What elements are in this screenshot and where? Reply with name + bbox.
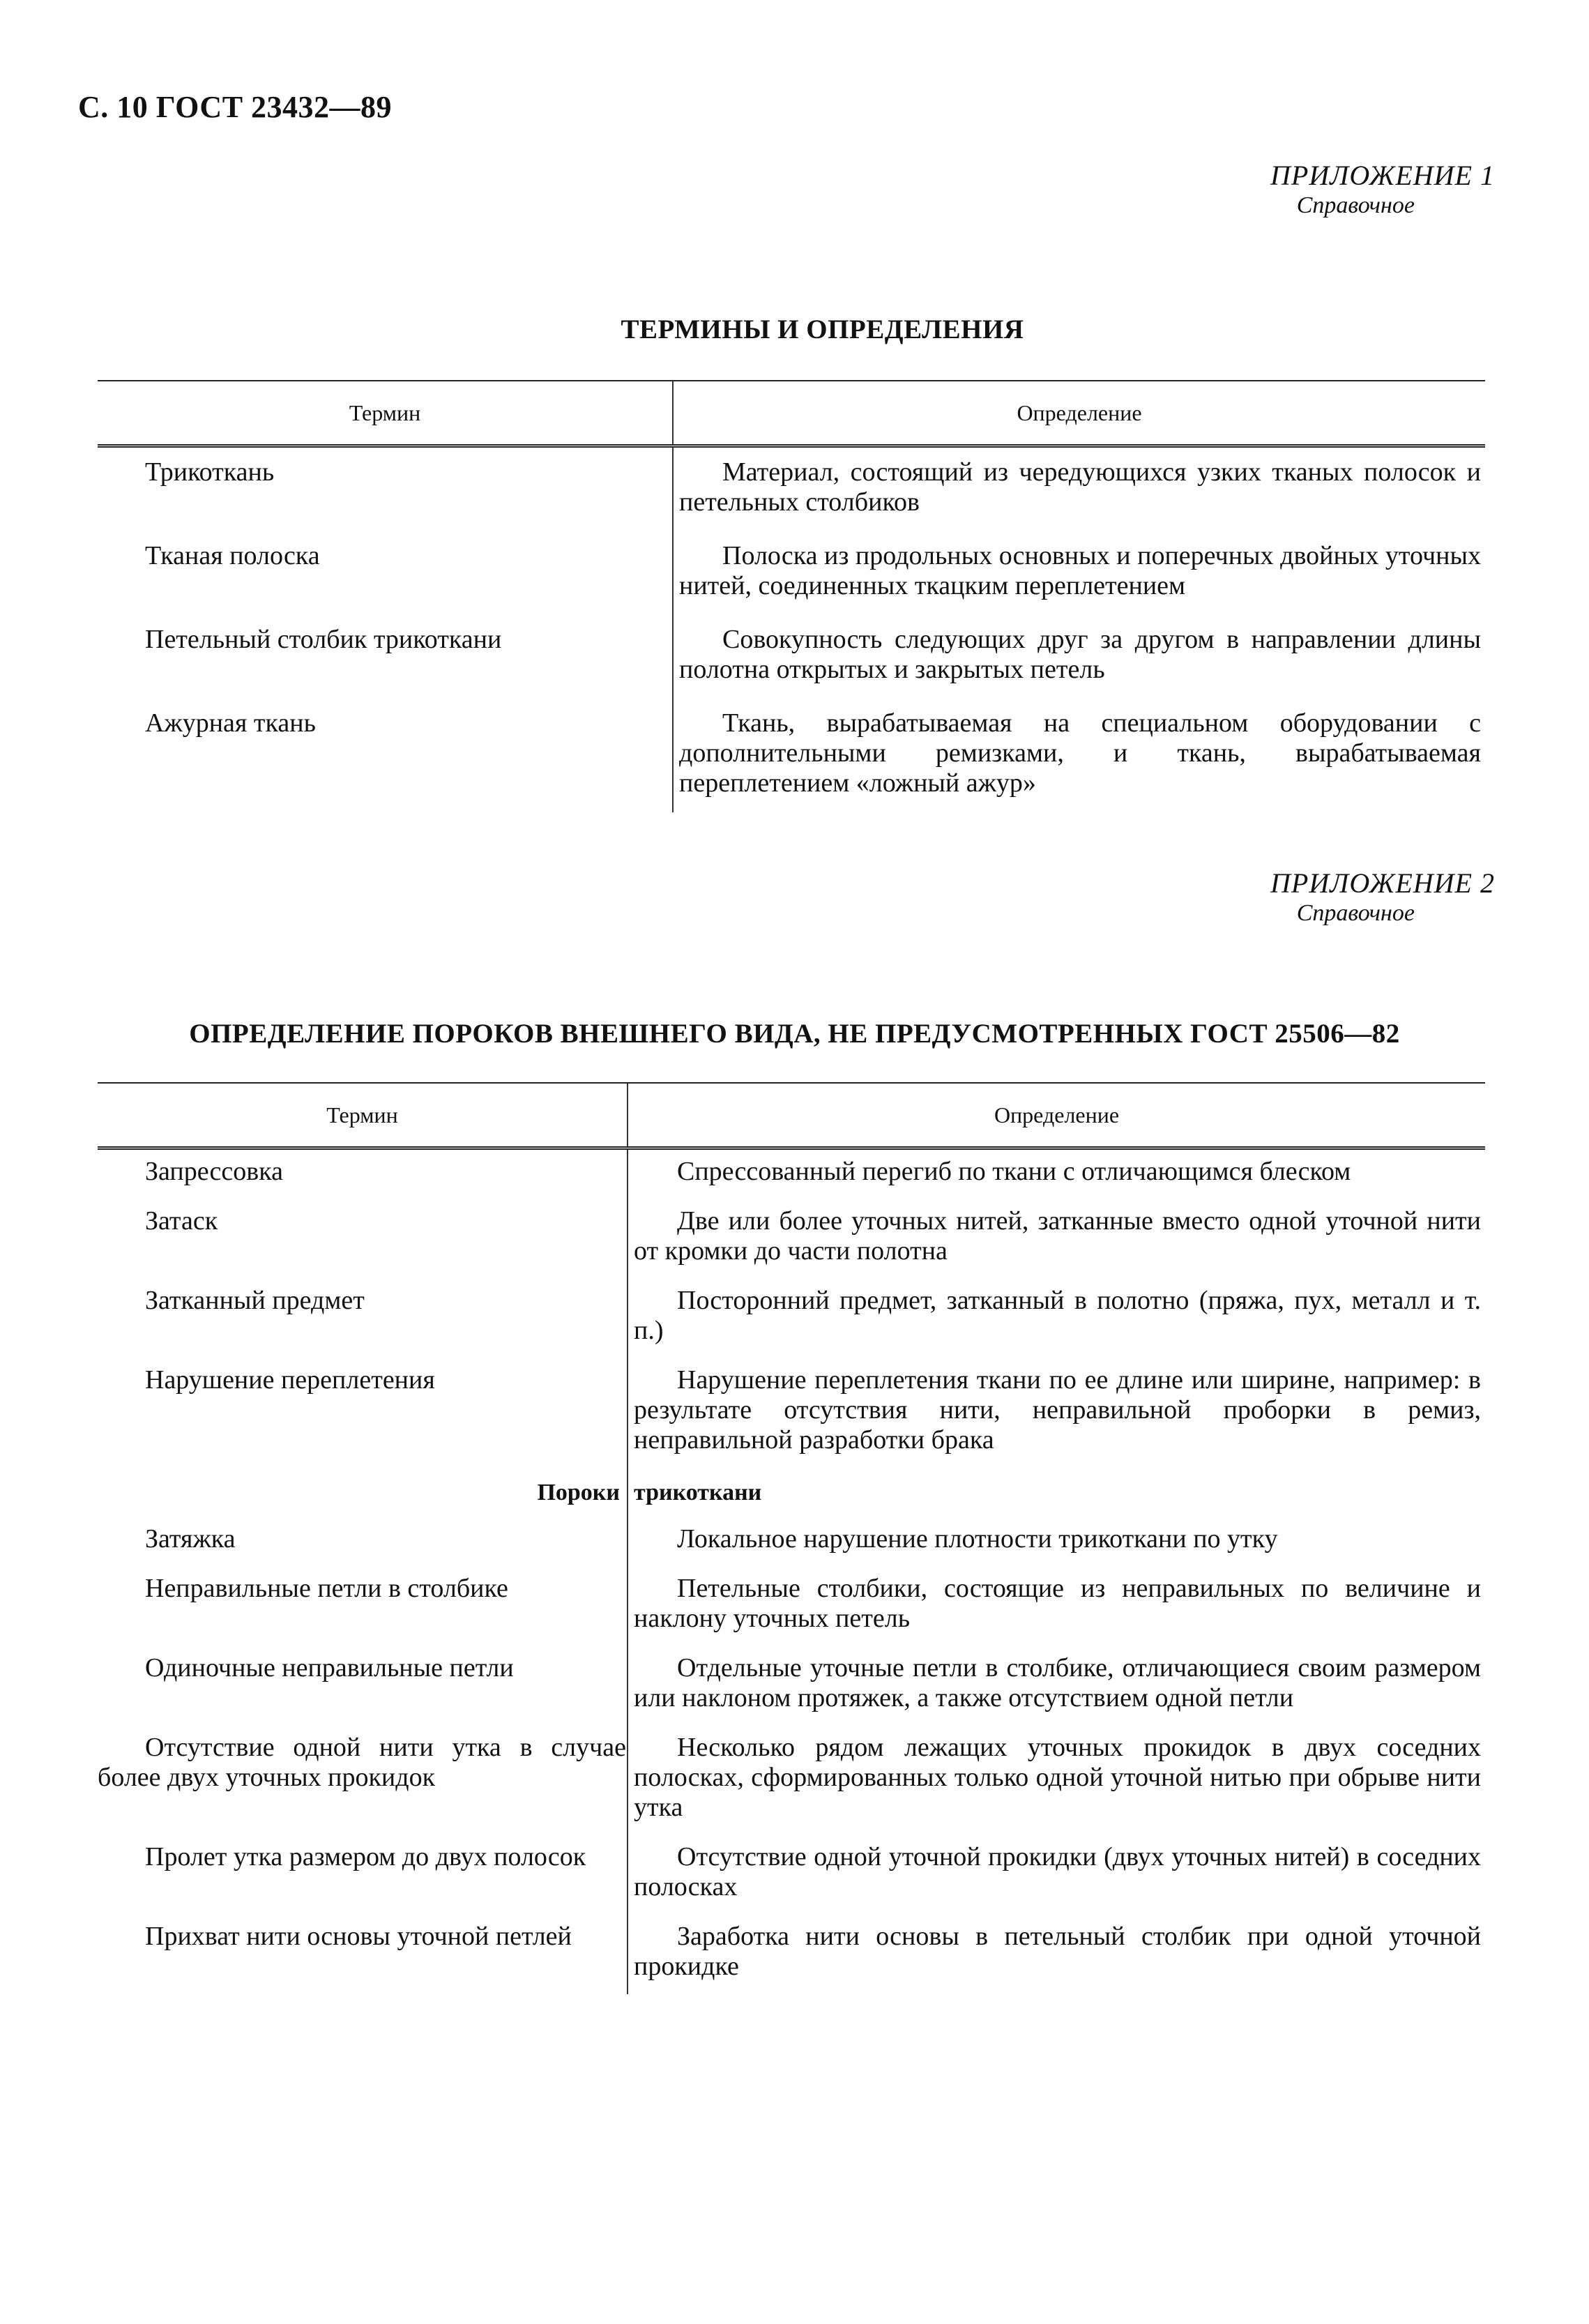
- definition-cell: Ткань, вырабатываемая на специальном оборудовании с дополнительными ремизками, и ткань, вырабатываемая переплетением «ложный ажур»: [673, 699, 1485, 812]
- appendix-1-label: [1270, 160, 1495, 218]
- definition-cell: Петельные столбики, состоящие из неправильных по величине и наклону уточных петель: [628, 1567, 1485, 1646]
- term-cell: Запрессовка: [145, 1157, 283, 1186]
- subheading-right: трикоткани: [628, 1468, 1485, 1517]
- definition-cell: Полоска из продольных основных и поперечных двойных уточных нитей, соединенных ткацким переплетением: [673, 531, 1485, 615]
- definition-cell: Отсутствие одной уточной прокидки (двух уточных нитей) в соседних полосках: [628, 1835, 1485, 1915]
- term-cell: Затаск: [145, 1206, 218, 1236]
- term-cell: Одиночные неправильные петли: [145, 1653, 514, 1683]
- subheading-left: Пороки: [537, 1480, 620, 1505]
- defects-table: [98, 1082, 1485, 1994]
- table-row: [98, 1726, 1485, 1835]
- table-row: [98, 615, 1485, 699]
- subheading-row: [98, 1468, 1485, 1517]
- definition-cell: Нарушение переплетения ткани по ее длине или ширине, например: в результате отсутствия нити, неправильной проборки в ремиз, неправильной разработки брака: [628, 1358, 1485, 1468]
- definition-cell: Спрессованный перегиб по ткани с отличающимся блеском: [628, 1148, 1485, 1200]
- term-cell: Затяжка: [145, 1524, 236, 1554]
- table-row: [98, 1148, 1485, 1200]
- table-row: [98, 1517, 1485, 1567]
- definition-cell: Две или более уточных нитей, затканные вместо одной уточной нити от кромки до части полотна: [628, 1199, 1485, 1279]
- term-cell: Нарушение переплетения: [145, 1365, 435, 1395]
- appendix-2-note: Справочное: [1296, 900, 1415, 926]
- definition-cell: Локальное нарушение плотности трикоткани по утку: [628, 1517, 1485, 1567]
- definition-cell: Материал, состоящий из чередующихся узких тканых полосок и петельных столбиков: [673, 446, 1485, 532]
- term-cell: Петельный столбик трикоткани: [145, 625, 502, 654]
- column-header-term: Термин: [98, 381, 673, 446]
- term-cell: Затканный предмет: [145, 1286, 365, 1315]
- definition-cell: Совокупность следующих друг за другом в направлении длины полотна открытых и закрытых петель: [673, 615, 1485, 699]
- table-row: [98, 1199, 1485, 1279]
- term-cell: Трикоткань: [145, 457, 275, 487]
- terms-table: [98, 380, 1485, 812]
- appendix-2-label: [1270, 868, 1495, 926]
- table-row: [98, 446, 1485, 532]
- table-row: [98, 531, 1485, 615]
- term-cell: Неправильные петли в столбике: [145, 1574, 508, 1603]
- page-header: С. 10 ГОСТ 23432—89: [78, 90, 393, 124]
- table-row: [98, 1915, 1485, 1994]
- definition-cell: Заработка нити основы в петельный столбик при одной уточной прокидке: [628, 1915, 1485, 1994]
- column-header-term: Термин: [98, 1083, 628, 1148]
- definition-cell: Отдельные уточные петли в столбике, отличающиеся своим размером или наклоном протяжек, а также отсутствием одной петли: [628, 1646, 1485, 1726]
- table-row: [98, 1835, 1485, 1915]
- term-cell: Пролет утка размером до двух полосок: [145, 1842, 586, 1871]
- section-title-defects: ОПРЕДЕЛЕНИЕ ПОРОКОВ ВНЕШНЕГО ВИДА, НЕ ПРЕДУСМОТРЕННЫХ ГОСТ 25506—82: [189, 1019, 1400, 1049]
- column-header-definition: Определение: [628, 1083, 1485, 1148]
- section-title-terms: ТЕРМИНЫ И ОПРЕДЕЛЕНИЯ: [621, 314, 1024, 344]
- term-cell: Отсутствие одной нити утка в случае более двух уточных прокидок: [98, 1733, 626, 1792]
- term-cell: Прихват нити основы уточной петлей: [145, 1922, 572, 1951]
- term-cell: Тканая полоска: [145, 541, 320, 570]
- definition-cell: Несколько рядом лежащих уточных прокидок в двух соседних полосках, сформированных только одной уточной нитью при обрыве нити утка: [628, 1726, 1485, 1835]
- table-row: [98, 1567, 1485, 1646]
- column-header-definition: Определение: [673, 381, 1485, 446]
- appendix-1-note: Справочное: [1296, 192, 1415, 218]
- table-row: [98, 699, 1485, 812]
- term-cell: Ажурная ткань: [145, 708, 316, 738]
- table-row: [98, 1279, 1485, 1358]
- table-row: [98, 1646, 1485, 1726]
- table-row: [98, 1358, 1485, 1468]
- definition-cell: Посторонний предмет, затканный в полотно (пряжа, пух, металл и т. п.): [628, 1279, 1485, 1358]
- appendix-1-title: ПРИЛОЖЕНИЕ 1: [1270, 160, 1495, 191]
- appendix-2-title: ПРИЛОЖЕНИЕ 2: [1270, 867, 1495, 899]
